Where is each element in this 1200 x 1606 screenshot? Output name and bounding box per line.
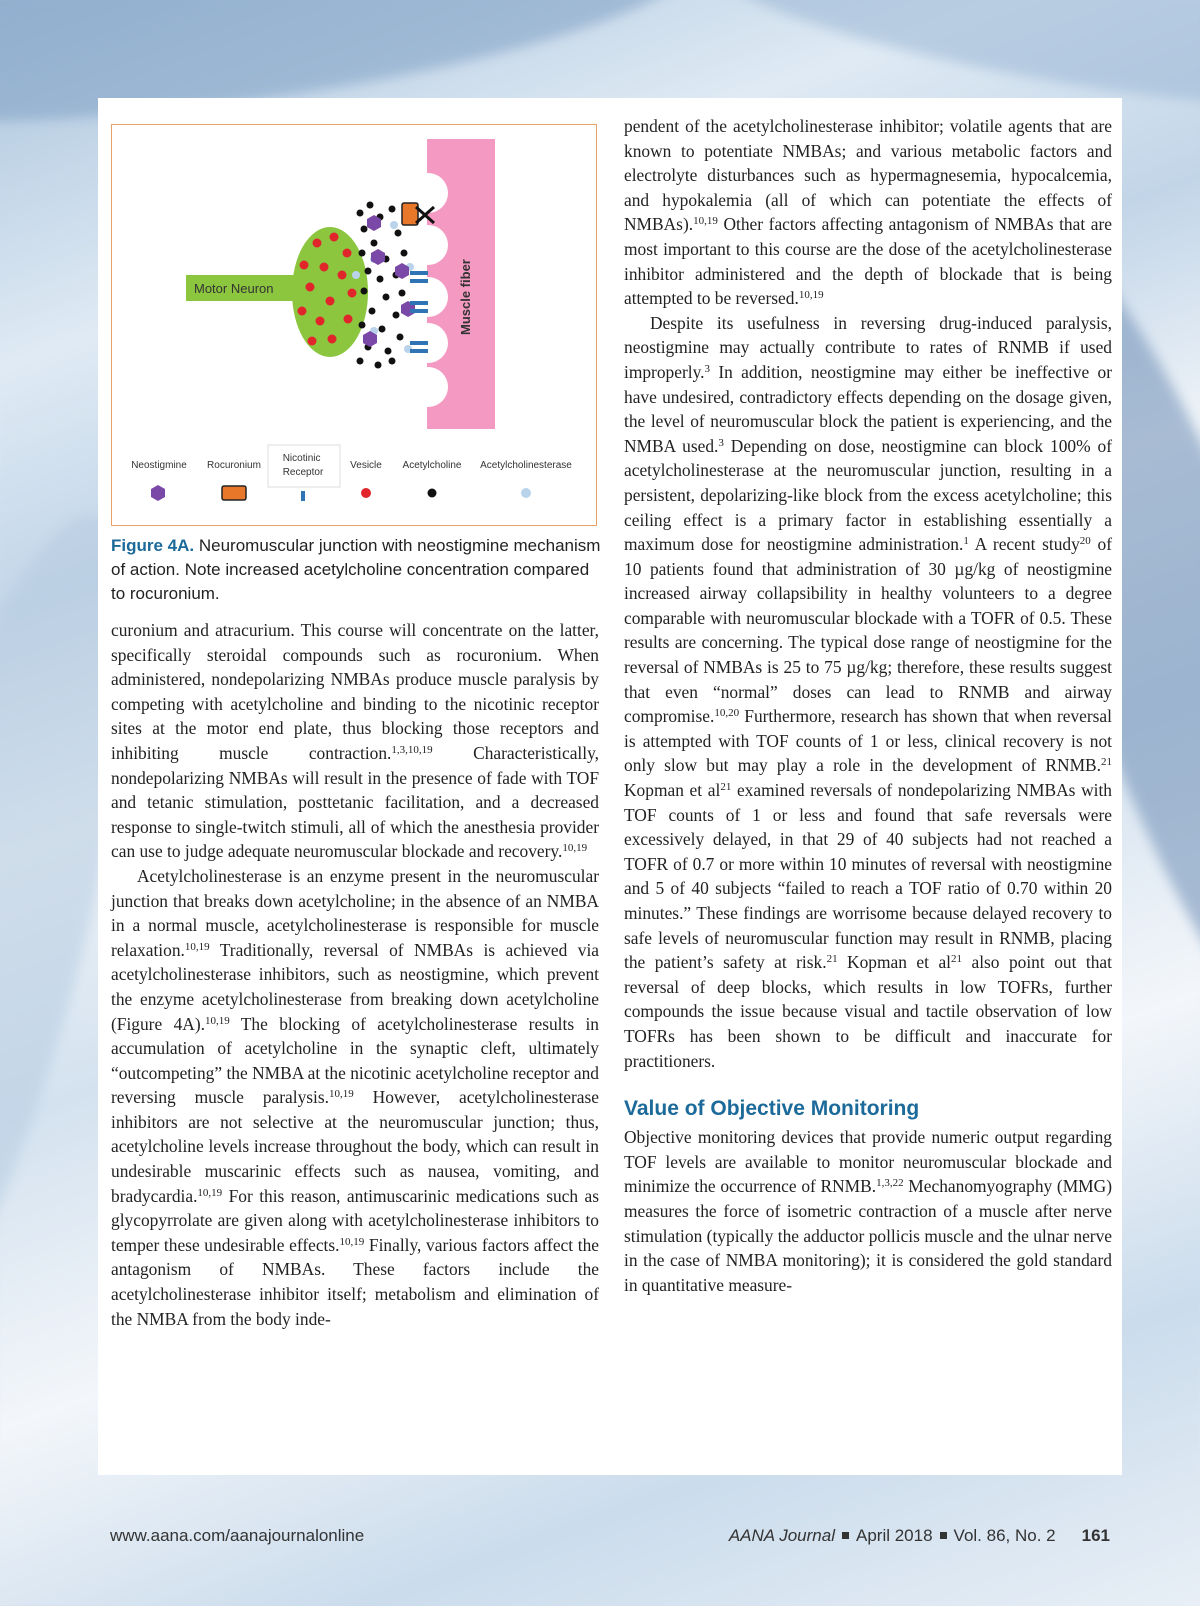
- journal-name: AANA Journal: [728, 1526, 835, 1545]
- neuromuscular-junction-diagram: [112, 125, 596, 525]
- reference-superscript: 10,19: [197, 1186, 223, 1199]
- figure-legend: [131, 445, 572, 501]
- figure-caption-text: Neuromuscular junction with neostigmine mechanism of action. Note increased acetylcholine concentration compared to rocuronium.: [111, 536, 601, 603]
- text-run: pendent of the acetylcholinesterase inhibitor; volatile agents that are known to potentiate NMBAs; and various metabolic factors and electrolyte disturbances such as hypermagnesemia, hypocalcemia, and hypokalemia (all of which can potentiate the effects of NMBAs).: [624, 116, 1112, 235]
- reference-superscript: 10,19: [184, 940, 210, 953]
- black-dot-icon: [428, 489, 437, 498]
- neostigmine-molecules: [363, 215, 415, 347]
- reference-superscript: 21: [1101, 756, 1112, 769]
- text-run: Despite its usefulness in reversing drug-induced paralysis, neostigmine may actually contribute to rates of RNMB if used improperly.: [624, 312, 1112, 382]
- reference-superscript: 3: [718, 436, 724, 449]
- legend-label-rocuronium: Rocuronium: [207, 460, 261, 471]
- volume-number: Vol. 86, No. 2: [953, 1526, 1056, 1545]
- text-run: examined reversals of nondepolarizing NMBAs with TOF counts of 1 or less and found that safe reversals were excessively delayed, in that 29 of 40 subjects had not reached a TOFR of 0.7 or more within 10 minutes of reversal with neostigmine and 5 of 40 subjects “failed to reach a TOF ratio of 0.70 within 20 minutes.” These findings are worrisome because delayed recovery to safe levels of neuromuscular function may result in RNMB, placing the patient’s safety at risk.: [624, 780, 1112, 973]
- journal-url-link[interactable]: www.aana.com/aanajournalonline: [110, 1526, 365, 1545]
- motor-neuron-label: Motor Neuron: [194, 281, 274, 296]
- article-page: [98, 98, 1122, 1475]
- reference-superscript: 21: [826, 953, 838, 966]
- red-dot-icon: [361, 488, 371, 498]
- figure-caption: [111, 534, 601, 606]
- text-run: Finally, various factors affect the antagonism of NMBAs. These factors include the acetylcholinesterase inhibitor itself; metabolism and elimination of the NMBA from the body inde-: [111, 1234, 599, 1329]
- page-number: 161: [1081, 1526, 1110, 1545]
- text-run: The blocking of acetylcholinesterase results in accumulation of acetylcholine in the synaptic cleft, ultimately “outcompeting” the NMBA at the nicotinic acetylcholine receptor and reversing muscle paralysis.: [111, 1013, 599, 1108]
- reference-superscript: 10,19: [339, 1235, 365, 1248]
- orange-rectangle-icon: [222, 486, 246, 500]
- issue-date: April 2018: [855, 1526, 933, 1545]
- paragraph: [624, 114, 1112, 311]
- text-run: For this reason, antimuscarinic medications such as glycopyrrolate are given along with acetylcholinesterase inhibitors to temper these undesirable effects.: [111, 1185, 599, 1255]
- right-column: [624, 114, 1112, 1297]
- legend-label-acetylcholine: Acetylcholine: [402, 460, 462, 471]
- text-run: Objective monitoring devices that provide numeric output regarding TOF levels are available to monitor neuromuscular blockade and minimize the occurrence of RNMB.: [624, 1127, 1112, 1197]
- purple-hexagon-icon: [151, 485, 165, 501]
- reference-superscript: 21: [951, 953, 962, 966]
- text-run: Kopman et al: [624, 780, 721, 801]
- text-run: In addition, neostigmine may either be ineffective or have undesired, contradictory effects depending on the dosage given, the level of neuromuscular block the patient is experiencing, and the NMBA used.: [624, 361, 1112, 456]
- paragraph: [111, 864, 599, 1331]
- reference-superscript: 10,19: [693, 215, 718, 228]
- light-blue-dot-icon: [521, 488, 531, 498]
- reference-superscript: 10,19: [562, 842, 588, 855]
- reference-superscript: 10,19: [204, 1014, 230, 1027]
- legend-label-acetylcholinesterase: Acetylcholinesterase: [480, 460, 572, 471]
- text-run: curonium and atracurium. This course will concentrate on the latter, specifically steroidal compounds such as rocuronium. When administered, nondepolarizing NMBAs produce muscle paralysis by competing with acetylcholine and binding to the nicotinic receptor sites at the motor end plate, thus blocking those receptors and inhibiting muscle contraction.: [111, 620, 599, 763]
- reference-superscript: 10,19: [328, 1088, 354, 1101]
- legend-label-neostigmine: Neostigmine: [131, 460, 187, 471]
- figure-4a: [111, 124, 597, 526]
- blue-bar-icon: [301, 491, 305, 501]
- text-run: However, acetylcholinesterase inhibitors are not selective at the neuromuscular junction; thus, acetylcholine levels increase throughout the body, which can result in undesirable muscarinic effects such as nausea, vomiting, and bradycardia.: [111, 1087, 599, 1206]
- reference-superscript: 10,20: [714, 707, 740, 720]
- legend-label-nicotinic-receptor-line2: Receptor: [282, 467, 324, 478]
- journal-citation: [729, 1526, 1110, 1546]
- text-run: Kopman et al: [837, 952, 951, 973]
- reference-superscript: 20: [1079, 535, 1091, 548]
- separator-square-icon: [940, 1532, 947, 1539]
- reference-superscript: 10,19: [798, 289, 824, 302]
- paragraph: [624, 311, 1112, 1073]
- reference-superscript: 1,3,22: [876, 1177, 904, 1190]
- legend-receptor-box: [268, 445, 340, 487]
- paragraph: [111, 618, 599, 864]
- text-run: Characteristically, nondepolarizing NMBAs will result in the presence of fade with TOF and tetanic stimulation, posttetanic facilitation, and a decreased response to single-twitch stimuli, all of which the anesthesia provider can use to judge adequate neuromuscular blockade and recovery.: [111, 742, 599, 862]
- text-run: Acetylcholinesterase is an enzyme present in the neuromuscular junction that breaks down acetylcholine; in the absence of an NMBA in a normal muscle, acetylcholinesterase is responsible for muscle relaxation.: [111, 865, 599, 960]
- muscle-fiber-label: Muscle fiber: [458, 259, 473, 335]
- separator-square-icon: [842, 1532, 849, 1539]
- figure-caption-label: Figure 4A.: [111, 536, 195, 555]
- reference-superscript: 1,3,10,19: [391, 743, 433, 756]
- reference-superscript: 1: [963, 535, 969, 548]
- reference-superscript: 3: [704, 362, 710, 375]
- text-run: Other factors affecting antagonism of NMBAs that are most important to this course are the dose of the acetylcholinesterase inhibitor administered and the depth of blockade that is being attempted to be reversed.: [624, 214, 1112, 309]
- paragraph: [624, 1125, 1112, 1297]
- reference-superscript: 21: [720, 781, 732, 794]
- page-footer: [110, 1526, 1110, 1550]
- text-run: Furthermore, research has shown that when reversal is attempted with TOF counts of 1 or less, clinical recovery is not only slow but may play a role in the development of RNMB.: [624, 706, 1112, 776]
- text-run: also point out that reversal of deep blocks, which results in low TOFRs, further compounds the issue because visual and tactile observation of low TOFRs has been shown to be difficult and inaccurate for practitioners.: [624, 952, 1112, 1071]
- text-run: Mechanomyography (MMG) measures the force of isometric contraction of a muscle after nerve stimulation (typically the adductor pollicis muscle and the ulnar nerve in the case of NMBA monitoring); it is considered the gold standard in quantitative measure-: [624, 1176, 1112, 1295]
- legend-label-nicotinic-receptor-line1: Nicotinic: [282, 453, 321, 464]
- section-heading: Value of Objective Monitoring: [624, 1097, 920, 1121]
- left-column: [111, 618, 599, 1331]
- legend-label-vesicle: Vesicle: [350, 460, 382, 471]
- text-run: Traditionally, reversal of NMBAs is achieved via acetylcholinesterase inhibitors, such as neostigmine, which prevent the enzyme acetylcholinesterase from breaking down acetylcholine (Figure 4A).: [111, 939, 599, 1034]
- text-run: of 10 patients found that administration of 30 µg/kg of neostigmine increased airway collapsibility in healthy volunteers to a degree comparable with neuromuscular blockade with a TOFR of 0.5. These results are concerning. The typical dose range of neostigmine for the reversal of NMBAs is 25 to 75 µg/kg; therefore, these results suggest that even “normal” doses can lead to RNMB and airway compromise.: [624, 534, 1112, 727]
- text-run: A recent study: [968, 534, 1080, 555]
- text-run: Depending on dose, neostigmine can block 100% of acetylcholinesterase at the neuromuscular junction, resulting in a persistent, depolarizing-like block from the excess acetylcholine; this ceiling effect is a primary factor in establishing essentially a maximum dose for neostigmine administration.: [624, 435, 1112, 555]
